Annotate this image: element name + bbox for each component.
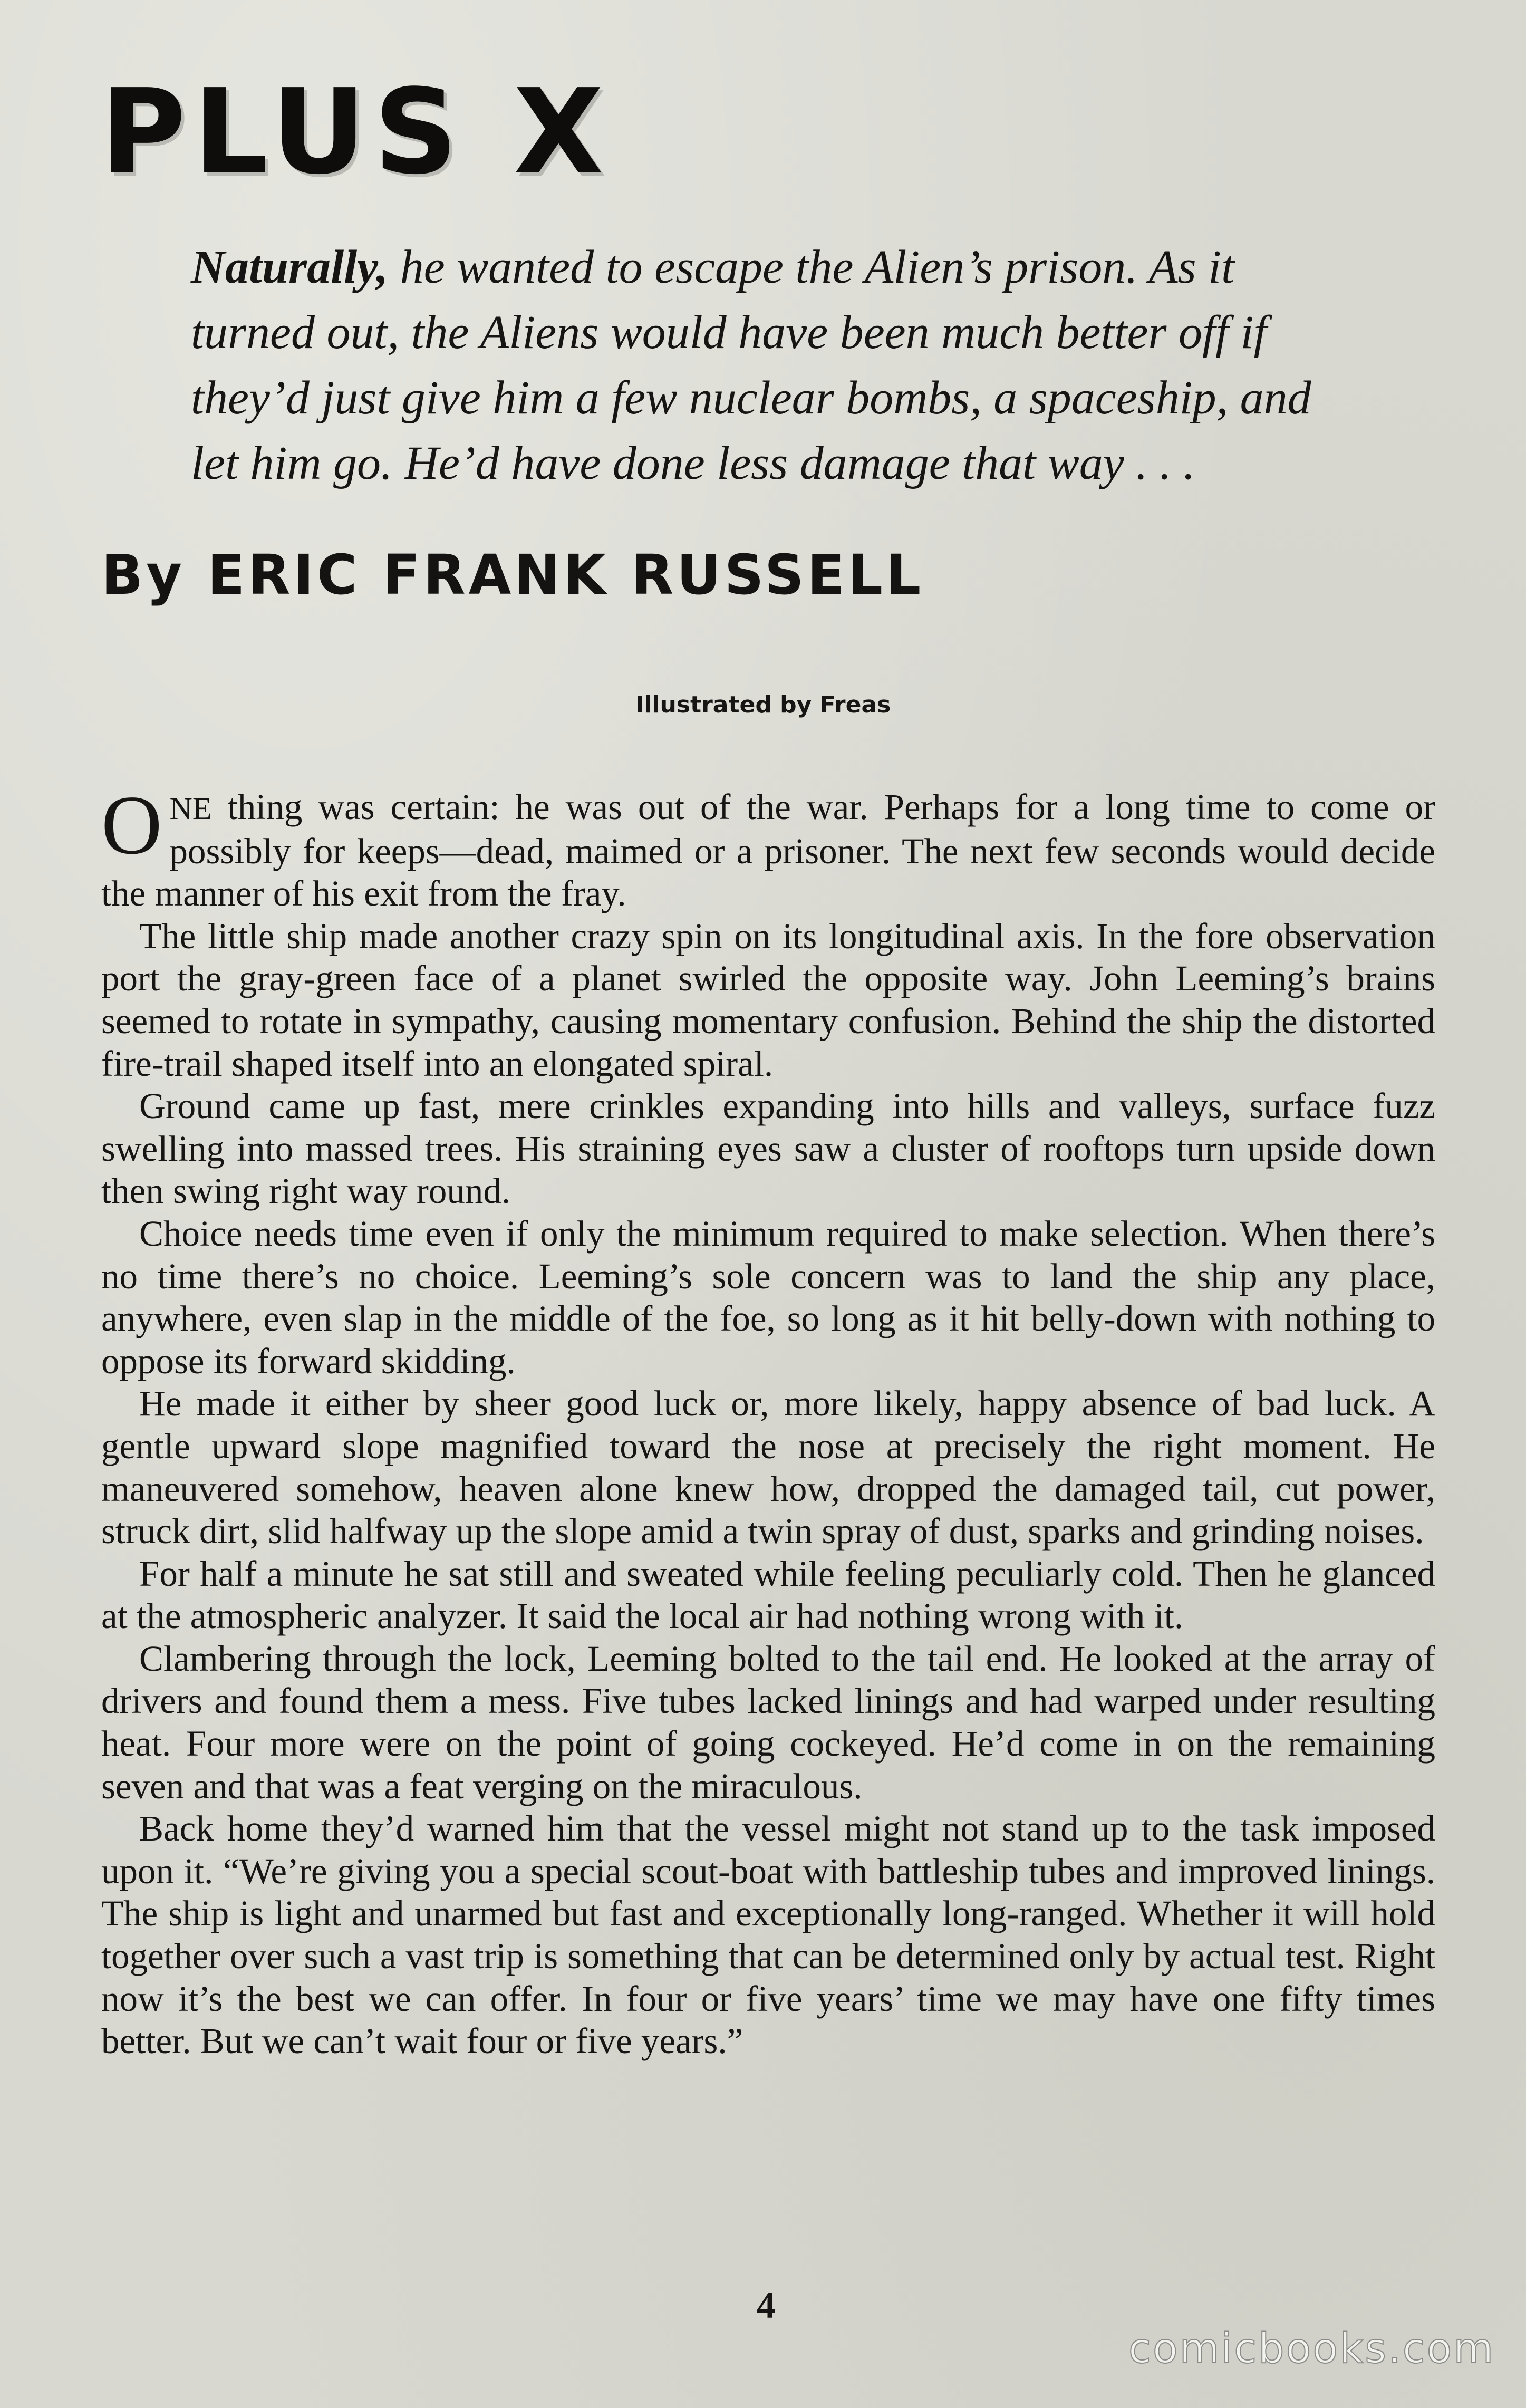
- illustrator-credit: Illustrated by Freas: [635, 691, 891, 718]
- story-paragraph: Clambering through the lock, Leeming bolted to the tail end. He looked at the array of drivers and found them a mess. Five tubes lacked linings and had warped under resulting heat. Four more were on the point of going cockeyed. He’d come in on the remaining seven and that was a feat verging on the miraculous.: [101, 1638, 1435, 1806]
- opening-text: thing was certain: he was out of the war. Perhaps for a long time to come or possibly for keeps—dead, maimed or a prisoner. The next few seconds would decide the manner of his exit from the fray.: [101, 787, 1435, 914]
- author-byline: By ERIC FRANK RUSSELL: [101, 543, 924, 607]
- story-paragraph: Choice needs time even if only the minimum required to make selection. When there’s no time there’s no choice. Leeming’s sole concern was to land the ship any place, anywhere, even slap in the middle of the foe, so long as it hit belly-down with nothing to oppose its forward skidding.: [101, 1213, 1435, 1381]
- story-blurb: [191, 235, 1351, 496]
- blurb-lead-word: Naturally,: [191, 241, 389, 293]
- source-watermark: comicbooks.com: [1128, 2325, 1495, 2373]
- page-number: 4: [757, 2284, 776, 2326]
- story-paragraph: He made it either by sheer good luck or, more likely, happy absence of bad luck. A gentle upward slope magnified toward the nose at precisely the right moment. He maneuvered somehow, heaven alone knew how, dropped the damaged tail, cut power, struck dirt, slid halfway up the slope amid a twin spray of dust, sparks and grinding noises.: [101, 1383, 1435, 1552]
- story-paragraph: Back home they’d warned him that the vessel might not stand up to the task imposed upon it. “We’re giving you a special scout-boat with battleship tubes and improved linings. The ship is light and unarmed but fast and exceptionally long-ranged. Whether it will hold together over such a vast trip is something that can be determined only by actual test. Right now it’s the best we can offer. In four or five years’ time we may have one fifty times better. But we can’t wait four or five years.”: [101, 1808, 1435, 2062]
- opening-small-caps: NE: [169, 791, 212, 826]
- story-body: [101, 778, 1435, 2063]
- story-paragraph: For half a minute he sat still and sweated while feeling peculiarly cold. Then he glanced at the atmospheric analyzer. It said the local air had nothing wrong with it.: [101, 1553, 1435, 1636]
- story-paragraph: The little ship made another crazy spin on its longitudinal axis. In the fore observation port the gray-green face of a planet swirled the opposite way. John Leeming’s brains seemed to rotate in sympathy, causing momentary confusion. Behind the ship the distorted fire-trail shaped itself into an elongated spiral.: [101, 916, 1435, 1084]
- story-paragraph: Ground came up fast, mere crinkles expanding into hills and valleys, surface fuzz swelling into massed trees. His straining eyes saw a cluster of rooftops turn upside down then swing right way round.: [101, 1086, 1435, 1211]
- blurb-text: he wanted to escape the Alien’s prison. As it turned out, the Aliens would have been much better off if they’d just give him a few nuclear bombs, a spaceship, and let him go. He’d have done less damage that way . . .: [191, 241, 1311, 489]
- drop-cap: O: [101, 778, 162, 872]
- story-title: PLUS X: [100, 64, 611, 200]
- story-paragraph: [101, 778, 1435, 915]
